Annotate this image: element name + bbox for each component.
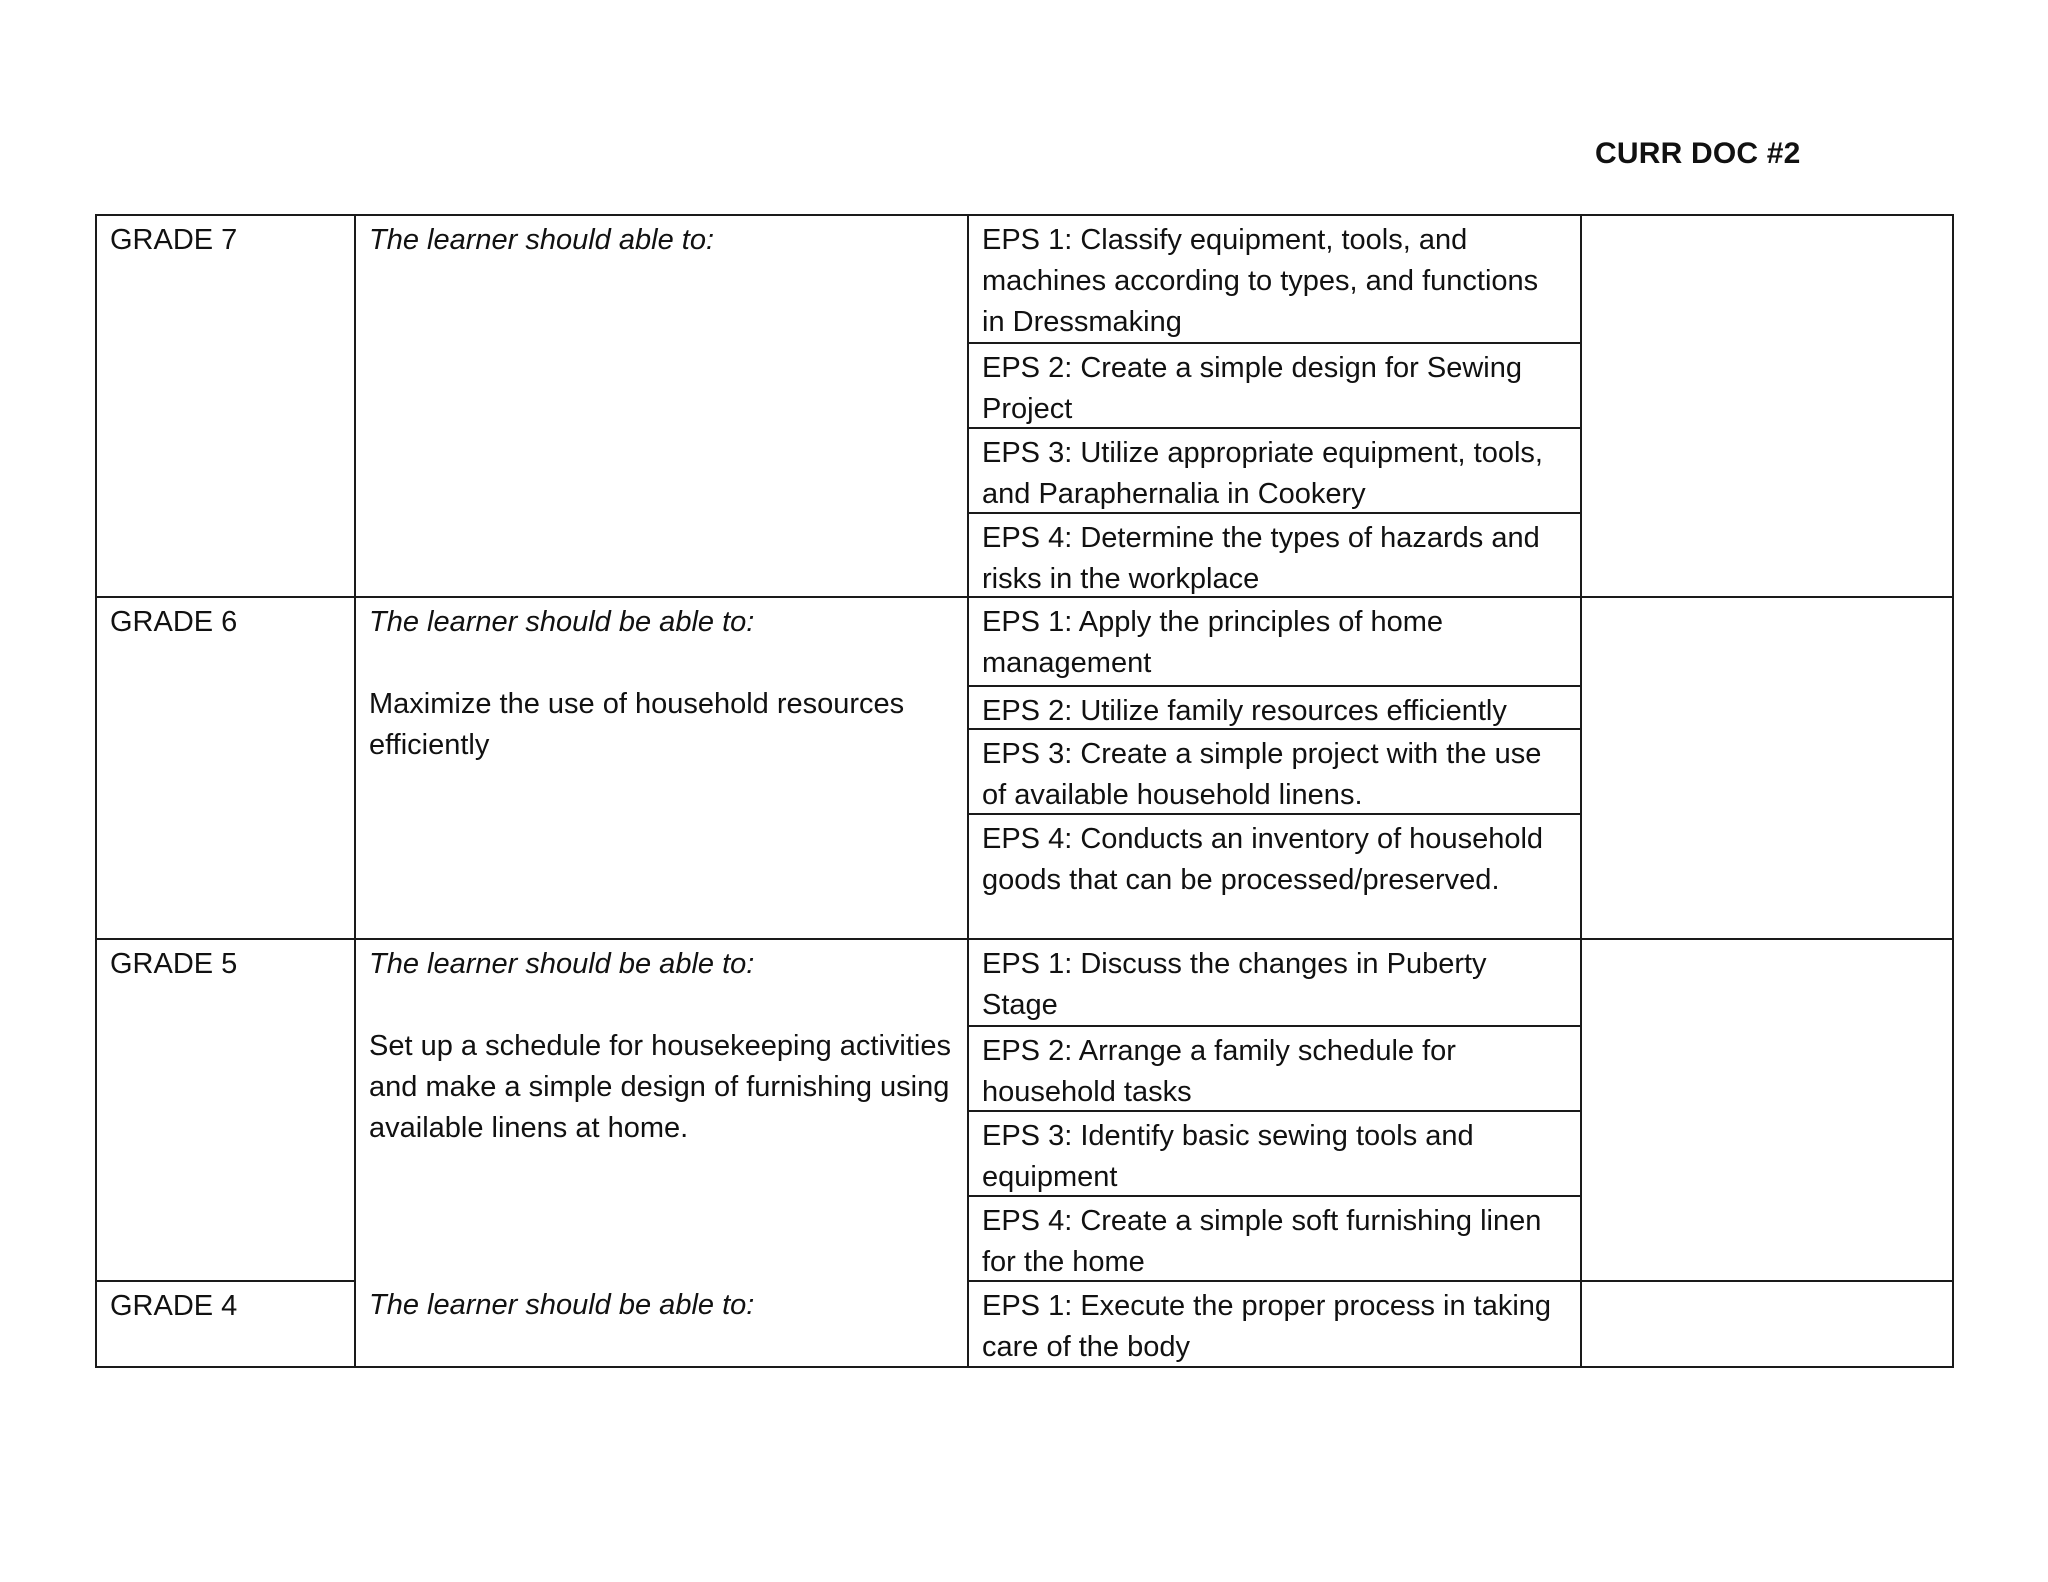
empty-cell [1581, 215, 1953, 597]
eps-item: EPS 3: Identify basic sewing tools and equipment [969, 1110, 1580, 1195]
eps-item: EPS 4: Create a simple soft furnishing linen for the home [969, 1195, 1580, 1280]
eps-cell [968, 215, 1581, 597]
eps-item: EPS 3: Utilize appropriate equipment, tools, and Paraphernalia in Cookery [969, 427, 1580, 512]
grade-label: GRADE 5 [110, 948, 238, 980]
performance-standard-cell [355, 215, 968, 597]
table-row-grade-4 [96, 1281, 1953, 1367]
standard-intro: The learner should be able to: [369, 606, 755, 638]
eps-item: EPS 4: Determine the types of hazards and risks in the workplace [969, 512, 1580, 596]
standard-intro: The learner should able to: [369, 224, 714, 256]
empty-cell [1581, 597, 1953, 939]
eps-cell [968, 939, 1581, 1281]
grade-label: GRADE 7 [110, 224, 238, 256]
eps-item: EPS 1: Classify equipment, tools, and machines according to types, and functions in Dressmaking [982, 224, 1539, 338]
standard-text: Maximize the use of household resources efficiently [369, 688, 905, 761]
table-row-grade-5 [96, 939, 1953, 1281]
eps-item: EPS 2: Arrange a family schedule for household tasks [969, 1025, 1580, 1110]
performance-standard-cell [355, 939, 968, 1281]
table-row-grade-7 [96, 215, 1953, 597]
curriculum-table [95, 214, 1954, 1368]
standard-intro: The learner should be able to: [369, 948, 755, 980]
eps-item: EPS 2: Create a simple design for Sewing Project [969, 342, 1580, 427]
grade-label: GRADE 4 [110, 1290, 238, 1322]
eps-cell [968, 597, 1581, 939]
eps-item: EPS 2: Utilize family resources efficiently [969, 685, 1580, 728]
grade-cell [96, 1281, 355, 1367]
eps-cell [968, 1281, 1581, 1367]
grade-cell [96, 939, 355, 1281]
eps-item: EPS 1: Execute the proper process in taking care of the body [982, 1290, 1552, 1363]
table-row-grade-6 [96, 597, 1953, 939]
eps-item: EPS 1: Discuss the changes in Puberty Stage [982, 948, 1487, 1021]
eps-item: EPS 4: Conducts an inventory of household goods that can be processed/preserved. [969, 813, 1580, 938]
grade-cell [96, 215, 355, 597]
document-code: CURR DOC #2 [1595, 137, 1801, 170]
eps-item: EPS 1: Apply the principles of home management [982, 606, 1444, 679]
empty-cell [1581, 939, 1953, 1281]
performance-standard-cell [355, 1281, 968, 1367]
performance-standard-cell [355, 597, 968, 939]
standard-intro: The learner should be able to: [369, 1289, 755, 1321]
grade-label: GRADE 6 [110, 606, 238, 638]
standard-text: Set up a schedule for housekeeping activities and make a simple design of furnishing using available linens at home. [369, 1030, 951, 1144]
empty-cell [1581, 1281, 1953, 1367]
eps-item: EPS 3: Create a simple project with the use of available household linens. [969, 728, 1580, 813]
grade-cell [96, 597, 355, 939]
